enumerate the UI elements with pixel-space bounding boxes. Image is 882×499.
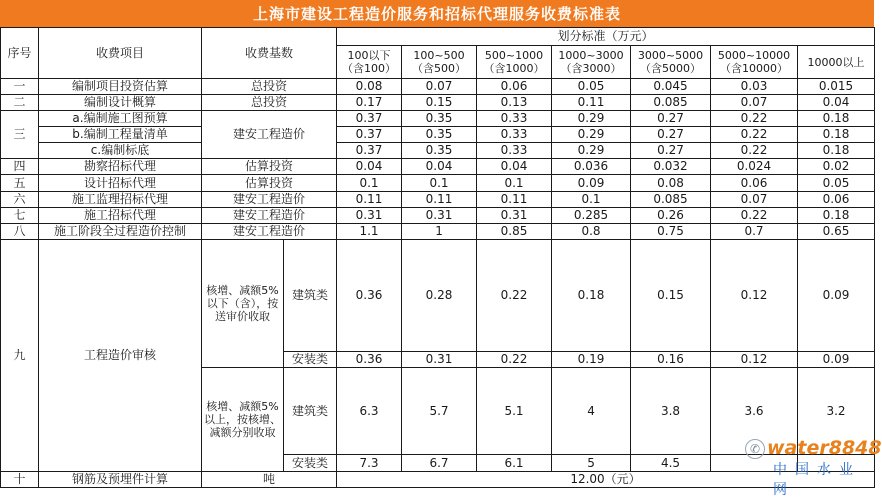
fee-cell: 0.12 <box>711 240 798 352</box>
fee-cell: 0.27 <box>631 111 711 127</box>
fee-cell: 3.6 <box>711 368 798 455</box>
header-standard: 划分标准（万元） <box>337 28 875 46</box>
fee-cell: 0.03 <box>711 79 798 95</box>
review-type: 安装类 <box>284 352 337 368</box>
table-row <box>1 175 875 192</box>
fee-cell: 0.06 <box>798 192 875 208</box>
fee-cell: 0.31 <box>402 208 477 224</box>
fee-cell: 6.1 <box>477 455 552 472</box>
fee-cell: 7.3 <box>337 455 402 472</box>
fee-cell: 6.3 <box>337 368 402 455</box>
fee-cell: 0.27 <box>631 143 711 159</box>
fee-cell: 0.09 <box>552 175 631 192</box>
row-item: b.编制工程量清单 <box>39 127 202 143</box>
header-range: 5000~10000 （含10000） <box>711 46 798 79</box>
fee-cell: 0.06 <box>477 79 552 95</box>
table-row <box>1 95 875 111</box>
fee-cell: 0.31 <box>337 208 402 224</box>
fee-cell: 1.1 <box>337 224 402 240</box>
fee-cell: 5 <box>552 455 631 472</box>
fee-cell: 0.35 <box>402 127 477 143</box>
fee-cell: 0.18 <box>798 208 875 224</box>
row-base: 估算投资 <box>202 159 337 175</box>
fee-cell: 0.085 <box>631 192 711 208</box>
table-row <box>1 192 875 208</box>
fee-cell: 0.33 <box>477 127 552 143</box>
fee-cell: 0.33 <box>477 111 552 127</box>
header-base: 收费基数 <box>202 28 337 79</box>
table-row <box>1 224 875 240</box>
row-base: 建安工程造价 <box>202 224 337 240</box>
fee-cell: 0.75 <box>631 224 711 240</box>
table-row <box>1 208 875 224</box>
fee-cell: 0.26 <box>631 208 711 224</box>
fee-standard-table <box>0 27 875 488</box>
fee-cell: 0.1 <box>337 175 402 192</box>
fee-cell: 12.00（元） <box>337 472 875 488</box>
fee-cell: 0.06 <box>711 175 798 192</box>
fee-cell: 0.17 <box>337 95 402 111</box>
fee-cell: 0.11 <box>402 192 477 208</box>
fee-cell: 0.65 <box>798 224 875 240</box>
review-type: 建筑类 <box>284 368 337 455</box>
fee-cell: 0.22 <box>711 111 798 127</box>
fee-cell: 0.08 <box>631 175 711 192</box>
fee-cell: 0.35 <box>402 111 477 127</box>
fee-cell: 0.33 <box>477 143 552 159</box>
fee-cell: 3.8 <box>631 368 711 455</box>
fee-cell: 0.22 <box>711 143 798 159</box>
fee-cell: 5.7 <box>402 368 477 455</box>
fee-cell: 1 <box>402 224 477 240</box>
review-type: 建筑类 <box>284 240 337 352</box>
fee-cell: 0.19 <box>552 352 631 368</box>
row-base: 总投资 <box>202 79 337 95</box>
fee-cell: 0.18 <box>552 240 631 352</box>
fee-cell: 0.16 <box>631 352 711 368</box>
fee-cell: 0.22 <box>477 352 552 368</box>
table-row <box>1 159 875 175</box>
fee-cell: 4 <box>552 368 631 455</box>
fee-cell: 0.22 <box>477 240 552 352</box>
fee-cell: 0.12 <box>711 352 798 368</box>
header-range: 1000~3000 （含3000） <box>552 46 631 79</box>
wechat-icon: ✆ <box>745 439 765 459</box>
fee-cell: 0.04 <box>337 159 402 175</box>
row-seq: 八 <box>1 224 39 240</box>
fee-cell: 0.27 <box>631 127 711 143</box>
table-row <box>1 127 875 143</box>
table-row <box>1 472 875 488</box>
fee-cell: 0.22 <box>711 208 798 224</box>
row-seq: 四 <box>1 159 39 175</box>
row-base: 建安工程造价 <box>202 192 337 208</box>
fee-cell: 0.36 <box>337 240 402 352</box>
fee-cell: 0.04 <box>477 159 552 175</box>
row-base: 建安工程造价 <box>202 111 337 159</box>
row-base: 吨 <box>202 472 337 488</box>
header-range: 3000~5000 （含5000） <box>631 46 711 79</box>
fee-cell: 0.11 <box>552 95 631 111</box>
review-type: 安装类 <box>284 455 337 472</box>
table-row <box>1 79 875 95</box>
row-item: 施工监理招标代理 <box>39 192 202 208</box>
table-title: 上海市建设工程造价服务和招标代理服务收费标准表 <box>0 0 874 27</box>
fee-cell: 0.08 <box>337 79 402 95</box>
fee-cell: 0.1 <box>477 175 552 192</box>
row-item: a.编制施工图预算 <box>39 111 202 127</box>
fee-cell: 0.11 <box>477 192 552 208</box>
row-item: 编制设计概算 <box>39 95 202 111</box>
fee-cell: 0.31 <box>402 352 477 368</box>
fee-cell: 0.29 <box>552 127 631 143</box>
row-seq: 五 <box>1 175 39 192</box>
fee-cell: 0.31 <box>477 208 552 224</box>
fee-cell: 0.085 <box>631 95 711 111</box>
table-row <box>1 111 875 127</box>
review-condition: 核增、减额5%以下（含），按送审价收取 <box>202 240 284 368</box>
fee-cell: 0.07 <box>402 79 477 95</box>
row-seq: 二 <box>1 95 39 111</box>
fee-cell: 0.11 <box>337 192 402 208</box>
fee-cell: 0.04 <box>402 159 477 175</box>
fee-cell: 0.05 <box>798 175 875 192</box>
fee-cell: 0.04 <box>798 95 875 111</box>
fee-cell: 0.032 <box>631 159 711 175</box>
row-item: 编制项目投资估算 <box>39 79 202 95</box>
fee-cell: 0.015 <box>798 79 875 95</box>
table-row <box>1 143 875 159</box>
fee-cell: 0.29 <box>552 111 631 127</box>
header-range: 500~1000 （含1000） <box>477 46 552 79</box>
fee-cell: 0.07 <box>711 95 798 111</box>
row-seq: 九 <box>1 240 39 472</box>
fee-cell: 0.29 <box>552 143 631 159</box>
fee-cell: 0.024 <box>711 159 798 175</box>
row-item: 施工阶段全过程造价控制 <box>39 224 202 240</box>
watermark-cn: 中国水业网 <box>773 462 861 498</box>
row-seq: 一 <box>1 79 39 95</box>
fee-cell: 0.7 <box>711 224 798 240</box>
fee-cell: 0.05 <box>552 79 631 95</box>
fee-cell: 0.8 <box>552 224 631 240</box>
row-item: 勘察招标代理 <box>39 159 202 175</box>
watermark-brand: water8848 <box>767 437 882 459</box>
row-item: c.编制标底 <box>39 143 202 159</box>
fee-cell: 0.036 <box>552 159 631 175</box>
header-seq: 序号 <box>1 28 39 79</box>
row-item: 工程造价审核 <box>39 240 202 472</box>
fee-cell: 5.1 <box>477 368 552 455</box>
fee-cell: 0.15 <box>631 240 711 352</box>
fee-cell: 0.285 <box>552 208 631 224</box>
header-item: 收费项目 <box>39 28 202 79</box>
header-range: 100~500 （含500） <box>402 46 477 79</box>
fee-cell: 0.18 <box>798 127 875 143</box>
row-base: 建安工程造价 <box>202 208 337 224</box>
fee-cell: 0.1 <box>402 175 477 192</box>
row-base: 估算投资 <box>202 175 337 192</box>
watermark <box>745 437 882 498</box>
fee-cell: 0.18 <box>798 111 875 127</box>
fee-cell: 0.02 <box>798 159 875 175</box>
row-base: 总投资 <box>202 95 337 111</box>
row-seq: 六 <box>1 192 39 208</box>
fee-cell: 3.2 <box>798 368 875 455</box>
header-range: 100以下 （含100） <box>337 46 402 79</box>
row-item: 设计招标代理 <box>39 175 202 192</box>
fee-cell: 0.09 <box>798 240 875 352</box>
fee-cell: 0.37 <box>337 111 402 127</box>
table-row <box>1 240 875 352</box>
fee-cell: 6.7 <box>402 455 477 472</box>
fee-cell: 0.36 <box>337 352 402 368</box>
fee-cell: 0.13 <box>477 95 552 111</box>
row-seq: 十 <box>1 472 39 488</box>
fee-cell: 0.1 <box>552 192 631 208</box>
review-condition: 核增、减额5%以上，按核增、减额分别收取 <box>202 368 284 472</box>
fee-cell: 0.07 <box>711 192 798 208</box>
fee-cell: 0.85 <box>477 224 552 240</box>
fee-cell: 0.35 <box>402 143 477 159</box>
fee-cell: 0.37 <box>337 127 402 143</box>
fee-cell: 0.045 <box>631 79 711 95</box>
header-range: 10000以上 <box>798 46 875 79</box>
row-item: 钢筋及预埋件计算 <box>39 472 202 488</box>
row-item: 施工招标代理 <box>39 208 202 224</box>
fee-cell: 4.5 <box>631 455 711 472</box>
fee-cell: 0.22 <box>711 127 798 143</box>
row-seq: 三 <box>1 111 39 159</box>
fee-cell: 0.18 <box>798 143 875 159</box>
row-seq: 七 <box>1 208 39 224</box>
fee-cell: 0.09 <box>798 352 875 368</box>
fee-cell: 0.28 <box>402 240 477 352</box>
fee-cell: 0.15 <box>402 95 477 111</box>
fee-cell: 0.37 <box>337 143 402 159</box>
